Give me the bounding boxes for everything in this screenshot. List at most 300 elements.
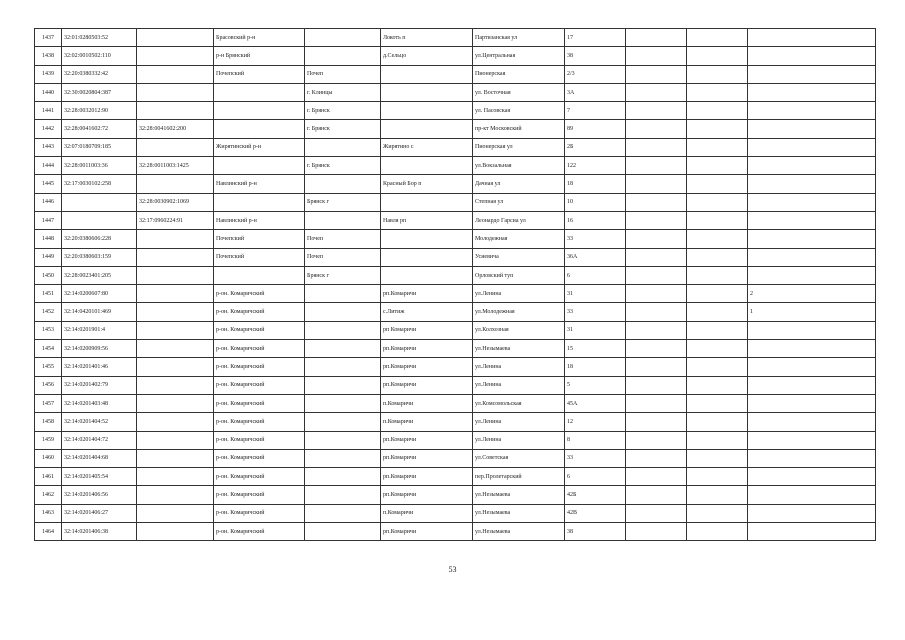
table-cell: 32:14:0201406:38 — [62, 523, 137, 541]
table-row — [35, 175, 876, 193]
table-cell — [687, 65, 748, 83]
table-cell — [305, 138, 381, 156]
table-cell: 1446 — [35, 193, 62, 211]
table-cell — [626, 468, 687, 486]
table-cell — [748, 83, 876, 101]
table-cell — [137, 248, 214, 266]
table-cell: рп.Комаричи — [381, 431, 473, 449]
table-cell: 1457 — [35, 394, 62, 412]
table-cell — [137, 431, 214, 449]
table-cell: 32:20:0380332:42 — [62, 65, 137, 83]
table-cell: ул.Незымаева — [473, 340, 565, 358]
table-cell — [214, 157, 305, 175]
table-cell — [626, 321, 687, 339]
table-cell: 32:14:0201405:54 — [62, 468, 137, 486]
table-cell: 1462 — [35, 486, 62, 504]
table-cell — [137, 504, 214, 522]
table-row — [35, 449, 876, 467]
table-cell: ул.Незымаева — [473, 504, 565, 522]
table-cell — [305, 358, 381, 376]
registry-table-container — [34, 28, 876, 541]
table-cell — [687, 138, 748, 156]
table-cell — [214, 193, 305, 211]
table-cell — [626, 248, 687, 266]
table-cell — [626, 175, 687, 193]
table-cell: р-он. Комаричский — [214, 285, 305, 303]
table-cell: р-он. Комаричский — [214, 413, 305, 431]
table-cell: 38 — [565, 523, 626, 541]
table-cell — [748, 138, 876, 156]
table-cell — [381, 157, 473, 175]
table-cell — [687, 102, 748, 120]
table-cell — [626, 211, 687, 229]
table-cell: 1450 — [35, 266, 62, 284]
table-cell: 1461 — [35, 468, 62, 486]
table-cell: Почепский — [214, 230, 305, 248]
table-cell — [305, 523, 381, 541]
table-cell — [687, 431, 748, 449]
table-row — [35, 102, 876, 120]
table-cell — [687, 266, 748, 284]
table-cell — [62, 193, 137, 211]
table-cell: 32:02:0010502:110 — [62, 47, 137, 65]
table-cell — [687, 285, 748, 303]
table-cell — [748, 321, 876, 339]
table-cell: ул. Восточная — [473, 83, 565, 101]
table-row — [35, 65, 876, 83]
table-cell: 32:14:0200607:80 — [62, 285, 137, 303]
table-cell: р-н Брянский — [214, 47, 305, 65]
table-cell: 1449 — [35, 248, 62, 266]
table-cell — [137, 266, 214, 284]
table-cell: 32:14:0201403:48 — [62, 394, 137, 412]
table-cell: 1439 — [35, 65, 62, 83]
table-cell: р-он. Комаричский — [214, 376, 305, 394]
table-cell: Партизанская ул — [473, 29, 565, 47]
table-cell — [137, 468, 214, 486]
table-cell — [137, 340, 214, 358]
table-cell — [748, 29, 876, 47]
table-cell: 3А — [565, 83, 626, 101]
table-cell: р-он. Комаричский — [214, 394, 305, 412]
table-cell: 16 — [565, 211, 626, 229]
table-cell — [305, 303, 381, 321]
table-cell: 33 — [565, 303, 626, 321]
table-cell: 1459 — [35, 431, 62, 449]
table-cell: 32:14:0201401:46 — [62, 358, 137, 376]
table-cell: р-он. Комаричский — [214, 321, 305, 339]
table-row — [35, 340, 876, 358]
table-row — [35, 230, 876, 248]
table-cell: рп.Комаричи — [381, 523, 473, 541]
table-cell — [305, 468, 381, 486]
table-cell: р-он. Комаричский — [214, 340, 305, 358]
table-cell — [748, 340, 876, 358]
table-row — [35, 504, 876, 522]
table-cell — [687, 376, 748, 394]
table-cell: ул.Ленина — [473, 358, 565, 376]
table-cell: 2/3 — [565, 65, 626, 83]
table-cell: 5 — [565, 376, 626, 394]
table-cell: ул.Незымаева — [473, 486, 565, 504]
table-row — [35, 29, 876, 47]
table-cell: Навля рп — [381, 211, 473, 229]
table-cell — [137, 83, 214, 101]
table-cell — [748, 449, 876, 467]
table-cell — [626, 449, 687, 467]
table-cell: Орловский туп — [473, 266, 565, 284]
table-cell — [626, 157, 687, 175]
table-cell — [748, 266, 876, 284]
table-cell: ул.Ленина — [473, 376, 565, 394]
table-cell — [137, 449, 214, 467]
table-cell: 1464 — [35, 523, 62, 541]
table-cell — [137, 102, 214, 120]
table-cell: Красный Бор п — [381, 175, 473, 193]
table-cell — [137, 486, 214, 504]
table-cell — [748, 120, 876, 138]
table-cell — [748, 394, 876, 412]
table-cell: 32:14:0201901:4 — [62, 321, 137, 339]
table-cell — [626, 431, 687, 449]
table-cell: рп.Комаричи — [381, 486, 473, 504]
table-cell: 32:14:0201406:27 — [62, 504, 137, 522]
table-cell — [687, 486, 748, 504]
table-cell: 1454 — [35, 340, 62, 358]
table-cell — [137, 230, 214, 248]
table-cell: 42Б — [565, 486, 626, 504]
table-cell — [626, 523, 687, 541]
table-cell: 45А — [565, 394, 626, 412]
table-row — [35, 157, 876, 175]
table-cell: 10 — [565, 193, 626, 211]
table-cell — [214, 102, 305, 120]
table-cell — [687, 211, 748, 229]
table-cell: 1451 — [35, 285, 62, 303]
table-cell: 32:30:0020804:387 — [62, 83, 137, 101]
table-row — [35, 138, 876, 156]
table-cell — [687, 193, 748, 211]
table-cell: 1455 — [35, 358, 62, 376]
table-cell: 1445 — [35, 175, 62, 193]
table-cell — [748, 65, 876, 83]
table-cell — [137, 523, 214, 541]
table-cell — [626, 266, 687, 284]
table-cell — [687, 120, 748, 138]
table-cell: ул.Ленина — [473, 413, 565, 431]
table-cell — [137, 321, 214, 339]
table-cell: п.Комаричи — [381, 504, 473, 522]
table-cell: рп.Комаричи — [381, 340, 473, 358]
table-cell: 36А — [565, 248, 626, 266]
table-cell — [748, 358, 876, 376]
table-cell: 1441 — [35, 102, 62, 120]
table-cell: 1440 — [35, 83, 62, 101]
table-cell — [748, 211, 876, 229]
table-cell — [748, 486, 876, 504]
table-cell: Брянск г — [305, 266, 381, 284]
table-cell — [748, 523, 876, 541]
table-cell: р-он. Комаричский — [214, 431, 305, 449]
table-cell: 32:14:0201404:52 — [62, 413, 137, 431]
table-cell — [381, 83, 473, 101]
table-cell — [626, 230, 687, 248]
table-row — [35, 285, 876, 303]
table-cell: р-он. Комаричский — [214, 303, 305, 321]
table-cell — [687, 523, 748, 541]
table-cell: 31 — [565, 285, 626, 303]
table-cell: 1463 — [35, 504, 62, 522]
table-cell: Почеп — [305, 230, 381, 248]
table-cell — [137, 285, 214, 303]
table-cell: 15 — [565, 340, 626, 358]
table-cell — [381, 193, 473, 211]
table-cell — [305, 211, 381, 229]
table-cell: г. Брянск — [305, 157, 381, 175]
table-row — [35, 358, 876, 376]
table-cell: 1456 — [35, 376, 62, 394]
table-cell: г. Клинцы — [305, 83, 381, 101]
table-cell: 32:20:0380606:228 — [62, 230, 137, 248]
table-row — [35, 266, 876, 284]
table-cell — [305, 29, 381, 47]
table-cell: Брасовский р-н — [214, 29, 305, 47]
table-cell — [626, 83, 687, 101]
table-cell: ул.Молодежная — [473, 303, 565, 321]
table-cell: 32:14:0201406:56 — [62, 486, 137, 504]
table-cell: 6 — [565, 468, 626, 486]
table-cell — [305, 394, 381, 412]
table-row — [35, 47, 876, 65]
table-cell: Леонардо Гарсиа ул — [473, 211, 565, 229]
table-row — [35, 394, 876, 412]
table-cell — [687, 449, 748, 467]
table-cell — [748, 431, 876, 449]
table-cell: 32:28:0041602:200 — [137, 120, 214, 138]
table-cell: 2Б — [565, 138, 626, 156]
page-number: 53 — [448, 565, 457, 574]
table-cell: р-он. Комаричский — [214, 358, 305, 376]
table-cell — [305, 504, 381, 522]
table-cell — [305, 376, 381, 394]
table-cell: Пионерская ул — [473, 138, 565, 156]
table-cell: р-он. Комаричский — [214, 468, 305, 486]
table-cell: 33 — [565, 449, 626, 467]
table-cell — [137, 394, 214, 412]
table-cell: 1 — [748, 303, 876, 321]
table-cell — [626, 413, 687, 431]
registry-table-body — [35, 29, 876, 541]
table-row — [35, 431, 876, 449]
table-cell — [687, 230, 748, 248]
table-cell: г. Брянск — [305, 120, 381, 138]
table-row — [35, 303, 876, 321]
table-cell — [305, 285, 381, 303]
table-cell — [626, 340, 687, 358]
table-cell: ул.Ленина — [473, 431, 565, 449]
table-cell: ул.Колхозная — [473, 321, 565, 339]
table-cell — [687, 413, 748, 431]
table-cell — [381, 120, 473, 138]
table-cell — [305, 486, 381, 504]
table-cell — [626, 376, 687, 394]
table-cell: 1458 — [35, 413, 62, 431]
table-cell: 8 — [565, 431, 626, 449]
table-cell — [748, 102, 876, 120]
table-cell — [137, 303, 214, 321]
table-cell: Жирятинский р-н — [214, 138, 305, 156]
table-row — [35, 193, 876, 211]
table-cell — [626, 193, 687, 211]
table-cell — [687, 504, 748, 522]
table-cell — [381, 65, 473, 83]
table-cell: рп Комаричи — [381, 321, 473, 339]
table-cell — [137, 65, 214, 83]
table-cell — [626, 102, 687, 120]
table-cell — [687, 248, 748, 266]
table-cell: 32:17:0030102:258 — [62, 175, 137, 193]
table-cell: рп.Комаричи — [381, 376, 473, 394]
table-cell: 32:14:0200909:56 — [62, 340, 137, 358]
table-cell: 12 — [565, 413, 626, 431]
table-cell: Почепский — [214, 248, 305, 266]
table-cell — [305, 340, 381, 358]
table-cell: Навлинский р-н — [214, 211, 305, 229]
table-cell — [748, 175, 876, 193]
table-cell: 6 — [565, 266, 626, 284]
table-cell: 32:14:0201404:72 — [62, 431, 137, 449]
table-cell: 32:14:0201404:68 — [62, 449, 137, 467]
table-cell — [137, 376, 214, 394]
table-cell: 1453 — [35, 321, 62, 339]
table-cell: р-он. Комаричский — [214, 504, 305, 522]
table-cell — [62, 211, 137, 229]
table-cell: 32:28:0032012:90 — [62, 102, 137, 120]
table-cell: 2 — [748, 285, 876, 303]
table-cell: 7 — [565, 102, 626, 120]
table-cell: 32:28:0023401:205 — [62, 266, 137, 284]
table-row — [35, 321, 876, 339]
table-cell — [626, 504, 687, 522]
table-cell: 32:20:0380603:159 — [62, 248, 137, 266]
table-cell — [687, 157, 748, 175]
table-cell: г. Брянск — [305, 102, 381, 120]
table-cell: ул. Пасовская — [473, 102, 565, 120]
table-cell: 89 — [565, 120, 626, 138]
table-cell: Почепский — [214, 65, 305, 83]
table-cell — [626, 138, 687, 156]
table-cell — [748, 376, 876, 394]
table-cell: Молодежная — [473, 230, 565, 248]
table-cell: рп.Комаричи — [381, 358, 473, 376]
table-cell: 32:28:0011003:36 — [62, 157, 137, 175]
table-cell: Жирятино с — [381, 138, 473, 156]
table-cell — [305, 431, 381, 449]
table-cell: р-он. Комаричский — [214, 486, 305, 504]
table-cell — [137, 138, 214, 156]
table-cell: 1447 — [35, 211, 62, 229]
table-cell: Почеп — [305, 248, 381, 266]
table-cell — [748, 504, 876, 522]
table-cell — [381, 230, 473, 248]
table-cell — [626, 486, 687, 504]
table-cell: 1452 — [35, 303, 62, 321]
table-cell: Почеп — [305, 65, 381, 83]
table-cell — [687, 83, 748, 101]
table-cell: 33 — [565, 230, 626, 248]
table-row — [35, 120, 876, 138]
table-cell — [381, 248, 473, 266]
table-cell: рп.Комаричи — [381, 449, 473, 467]
table-cell — [626, 29, 687, 47]
table-cell: 32:07:0180709:185 — [62, 138, 137, 156]
table-cell — [687, 47, 748, 65]
table-cell: 32:01:0280503:52 — [62, 29, 137, 47]
table-cell — [305, 449, 381, 467]
table-cell: р-он. Комаричский — [214, 449, 305, 467]
table-cell: с.Литиж — [381, 303, 473, 321]
table-row — [35, 413, 876, 431]
table-cell: п.Комаричи — [381, 394, 473, 412]
table-cell: п.Комаричи — [381, 413, 473, 431]
table-cell: 1437 — [35, 29, 62, 47]
table-cell: Локоть п — [381, 29, 473, 47]
table-cell — [626, 47, 687, 65]
table-cell — [748, 413, 876, 431]
table-cell — [137, 47, 214, 65]
table-cell — [687, 303, 748, 321]
table-cell — [687, 321, 748, 339]
table-cell — [305, 175, 381, 193]
table-cell: Брянск г — [305, 193, 381, 211]
table-cell — [748, 193, 876, 211]
table-cell: 17 — [565, 29, 626, 47]
table-cell — [214, 83, 305, 101]
table-cell — [626, 65, 687, 83]
table-cell: 31 — [565, 321, 626, 339]
table-cell: ул.Незымаева — [473, 523, 565, 541]
table-cell — [137, 175, 214, 193]
table-cell — [626, 303, 687, 321]
table-cell — [305, 321, 381, 339]
table-cell: ул.Ленина — [473, 285, 565, 303]
table-cell: 122 — [565, 157, 626, 175]
table-cell: 32:14:0420101:469 — [62, 303, 137, 321]
table-cell — [214, 266, 305, 284]
table-cell: 1438 — [35, 47, 62, 65]
table-cell: 32:28:0041602:72 — [62, 120, 137, 138]
table-cell — [626, 394, 687, 412]
table-row — [35, 468, 876, 486]
table-cell — [687, 358, 748, 376]
table-cell — [137, 358, 214, 376]
table-cell: 1448 — [35, 230, 62, 248]
table-cell: 32:14:0201402:79 — [62, 376, 137, 394]
table-cell — [748, 468, 876, 486]
table-cell: Пионерская — [473, 65, 565, 83]
table-cell: 1443 — [35, 138, 62, 156]
table-cell: пр-кт Московский — [473, 120, 565, 138]
table-cell: ул.Комсомольская — [473, 394, 565, 412]
table-cell: 38 — [565, 47, 626, 65]
table-cell: Усиевича — [473, 248, 565, 266]
table-cell — [381, 102, 473, 120]
table-row — [35, 376, 876, 394]
table-cell — [381, 266, 473, 284]
table-cell: Навлинский р-н — [214, 175, 305, 193]
table-cell — [687, 468, 748, 486]
table-cell: рп.Комаричи — [381, 285, 473, 303]
